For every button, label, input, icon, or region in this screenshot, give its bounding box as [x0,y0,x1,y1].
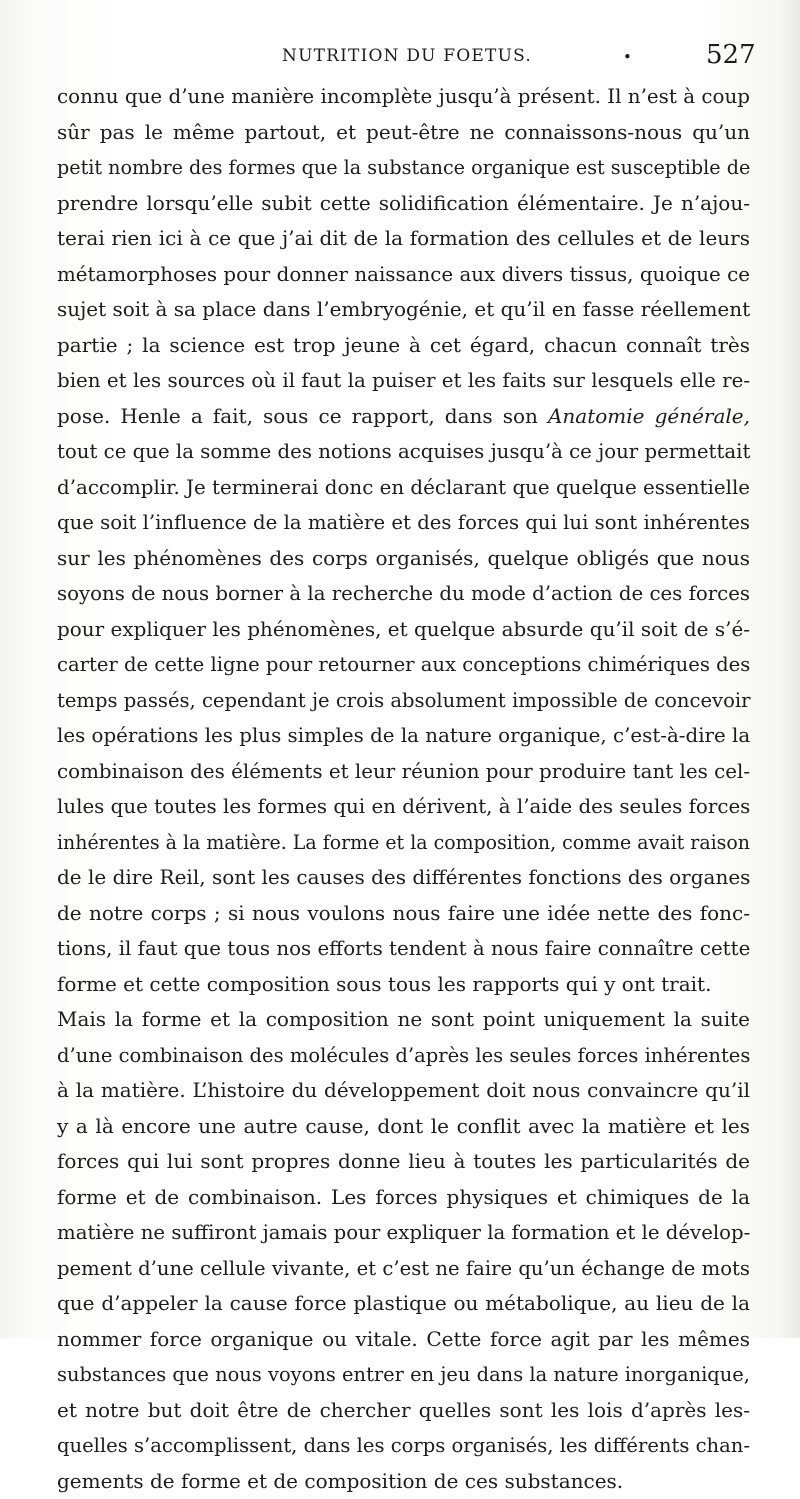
text-line: et notre but doit être de chercher quelles sont les lois d’après les- [57,1393,750,1429]
page-number: 527 [706,40,756,70]
page-header [0,40,800,74]
text-line: pour expliquer les phénomènes, et quelque absurde qu’il soit de s’é- [57,612,750,648]
text-line: forces qui lui sont propres donne lieu à toutes les particularités de [57,1144,750,1180]
text-line: y a là encore une autre cause, dont le conflit avec la matière et les [57,1109,750,1145]
text-line: Mais la forme et la composition ne sont point uniquement la suite [57,1002,750,1038]
text-line: que d’appeler la cause force plastique ou métabolique, au lieu de la [57,1286,750,1322]
text-line: tout ce que la somme des notions acquises jusqu’à ce jour permettait [57,434,750,470]
text-line: nommer force organique ou vitale. Cette force agit par les mêmes [57,1322,750,1358]
text-line: métamorphoses pour donner naissance aux divers tissus, quoique ce [57,257,750,293]
text-line: de notre corps ; si nous voulons nous faire une idée nette des fonc- [57,896,750,932]
text-line: quelles s’accomplissent, dans les corps organisés, les différents chan- [57,1428,750,1464]
text-line: d’une combinaison des molécules d’après les seules forces inhérentes [57,1038,750,1074]
text-line: temps passés, cependant je crois absolument impossible de concevoir [57,683,750,719]
text-line: sur les phénomènes des corps organisés, quelque obligés que nous [57,541,750,577]
text-line: à la matière. L’histoire du développement doit nous convaincre qu’il [57,1073,750,1109]
text-line-with-title [57,399,750,435]
text-line: combinaison des éléments et leur réunion pour produire tant les cel- [57,754,750,790]
text-line: gements de forme et de composition de ces substances. [57,1464,750,1499]
text-line: forme et de combinaison. Les forces physiques et chimiques de la [57,1180,750,1216]
text-line: petit nombre des formes que la substance organique est susceptible de [57,150,750,186]
running-head: NUTRITION DU FOETUS. [282,46,532,66]
header-bullet: • [623,48,632,66]
text-line: substances que nous voyons entrer en jeu dans la nature inorganique, [57,1357,750,1393]
text-line: carter de cette ligne pour retourner aux conceptions chimériques des [57,647,750,683]
text-line: inhérentes à la matière. La forme et la composition, comme avait raison [57,825,750,861]
body-text [57,79,750,1499]
text-line: tions, il faut que tous nos efforts tendent à nous faire connaître cette [57,931,750,967]
text-line: sujet soit à sa place dans l’embryogénie, et qu’il en fasse réellement [57,292,750,328]
text-line: prendre lorsqu’elle subit cette solidification élémentaire. Je n’ajou- [57,186,750,222]
text-line: pement d’une cellule vivante, et c’est ne faire qu’un échange de mots [57,1251,750,1287]
text-line: que soit l’influence de la matière et des forces qui lui sont inhérentes [57,505,750,541]
text-line-start: pose. Henle a fait, sous ce rapport, dans son [57,404,538,428]
text-line: bien et les sources où il faut la puiser et les faits sur lesquels elle re- [57,363,750,399]
book-title: Anatomie générale, [548,404,750,428]
text-line: soyons de nous borner à la recherche du mode d’action de ces forces [57,576,750,612]
text-line: partie ; la science est trop jeune à cet égard, chacun connaît très [57,328,750,364]
text-line: matière ne suffiront jamais pour expliquer la formation et le dévelop- [57,1215,750,1251]
text-line: sûr pas le même partout, et peut-être ne connaissons-nous qu’un [57,115,750,151]
text-line: lules que toutes les formes qui en dérivent, à l’aide des seules forces [57,789,750,825]
text-line: forme et cette composition sous tous les rapports qui y ont trait. [57,967,750,1003]
text-line: les opérations les plus simples de la nature organique, c’est-à-dire la [57,718,750,754]
text-line: terai rien ici à ce que j’ai dit de la formation des cellules et de leurs [57,221,750,257]
text-line: de le dire Reil, sont les causes des différentes fonctions des organes [57,860,750,896]
text-line: connu que d’une manière incomplète jusqu’à présent. Il n’est à coup [57,79,750,115]
text-line: d’accomplir. Je terminerai donc en déclarant que quelque essentielle [57,470,750,506]
